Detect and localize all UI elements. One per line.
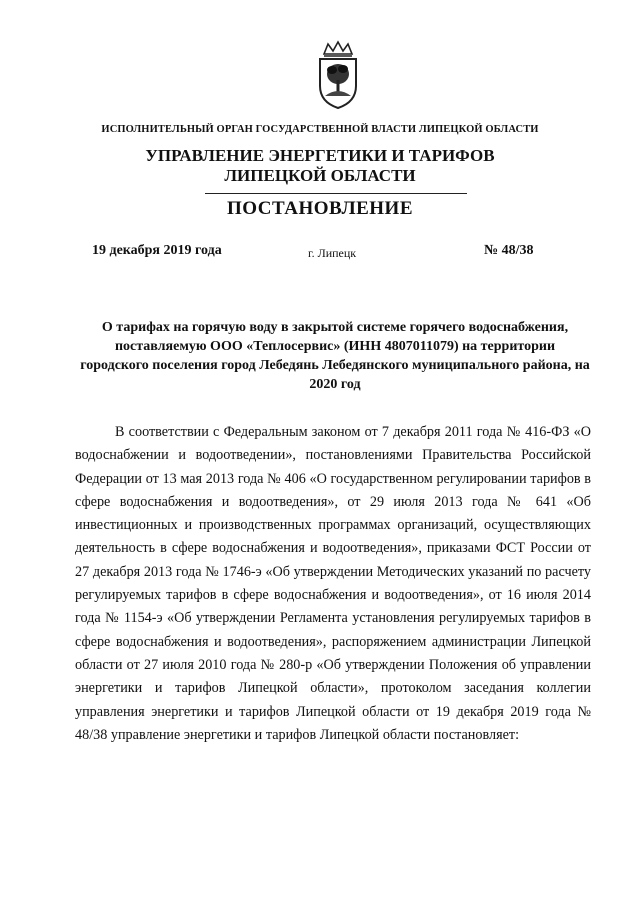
document-subject: О тарифах на горячую воду в закрытой системе горячего водоснабжения, поставляемую ООО «Теплосервис» (ИНН 4807011079) на территории городского поселения город Лебедянь Лебедянского муниципального района, на 2020 год	[80, 320, 590, 392]
authority-name: ИСПОЛНИТЕЛЬНЫЙ ОРГАН ГОСУДАРСТВЕННОЙ ВЛАСТИ ЛИПЕЦКОЙ ОБЛАСТИ	[101, 124, 539, 135]
department-name	[0, 146, 640, 186]
department-line-1: УПРАВЛЕНИЕ ЭНЕРГЕТИКИ И ТАРИФОВ	[145, 146, 495, 165]
document-city: г. Липецк	[308, 246, 357, 260]
document-type-title: ПОСТАНОВЛЕНИЕ	[226, 198, 414, 219]
coat-of-arms-icon	[312, 40, 364, 110]
document-date: 19 декабря 2019 года	[92, 243, 222, 258]
header-divider	[205, 193, 467, 194]
document-body: В соответствии с Федеральным законом от 7 декабря 2011 года № 416-ФЗ «О водоснабжении и водоотведении», постановлениями Правительства Российской Федерации от 13 мая 2013 года № 406 «О государственном регулировании тарифов в сфере водоснабжения и водоотведения», от 29 июля 2013 года № 641 «Об инвестиционных и производственных программах организаций, осуществляющих деятельность в сфере водоснабжения и водоотведения», приказами ФСТ России от 27 декабря 2013 года № 1746-э «Об утверждении Методических указаний по расчету регулируемых тарифов в сфере водоснабжения и водоотведения», от 16 июля 2014 года № 1154-э «Об утверждении Регламента установления регулируемых тарифов в сфере водоснабжения и водоотведения», распоряжением администрации Липецкой области от 27 июля 2010 года № 280-р «Об утверждении Положения об управлении энергетики и тарифов Липецкой области», протоколом заседания коллегии управления энергетики и тарифов Липецкой области от 19 декабря 2019 года № 48/38 управление энергетики и тарифов Липецкой области постановляет:	[75, 424, 591, 743]
department-line-2: ЛИПЕЦКОЙ ОБЛАСТИ	[224, 166, 416, 185]
document-number: № 48/38	[484, 243, 534, 258]
